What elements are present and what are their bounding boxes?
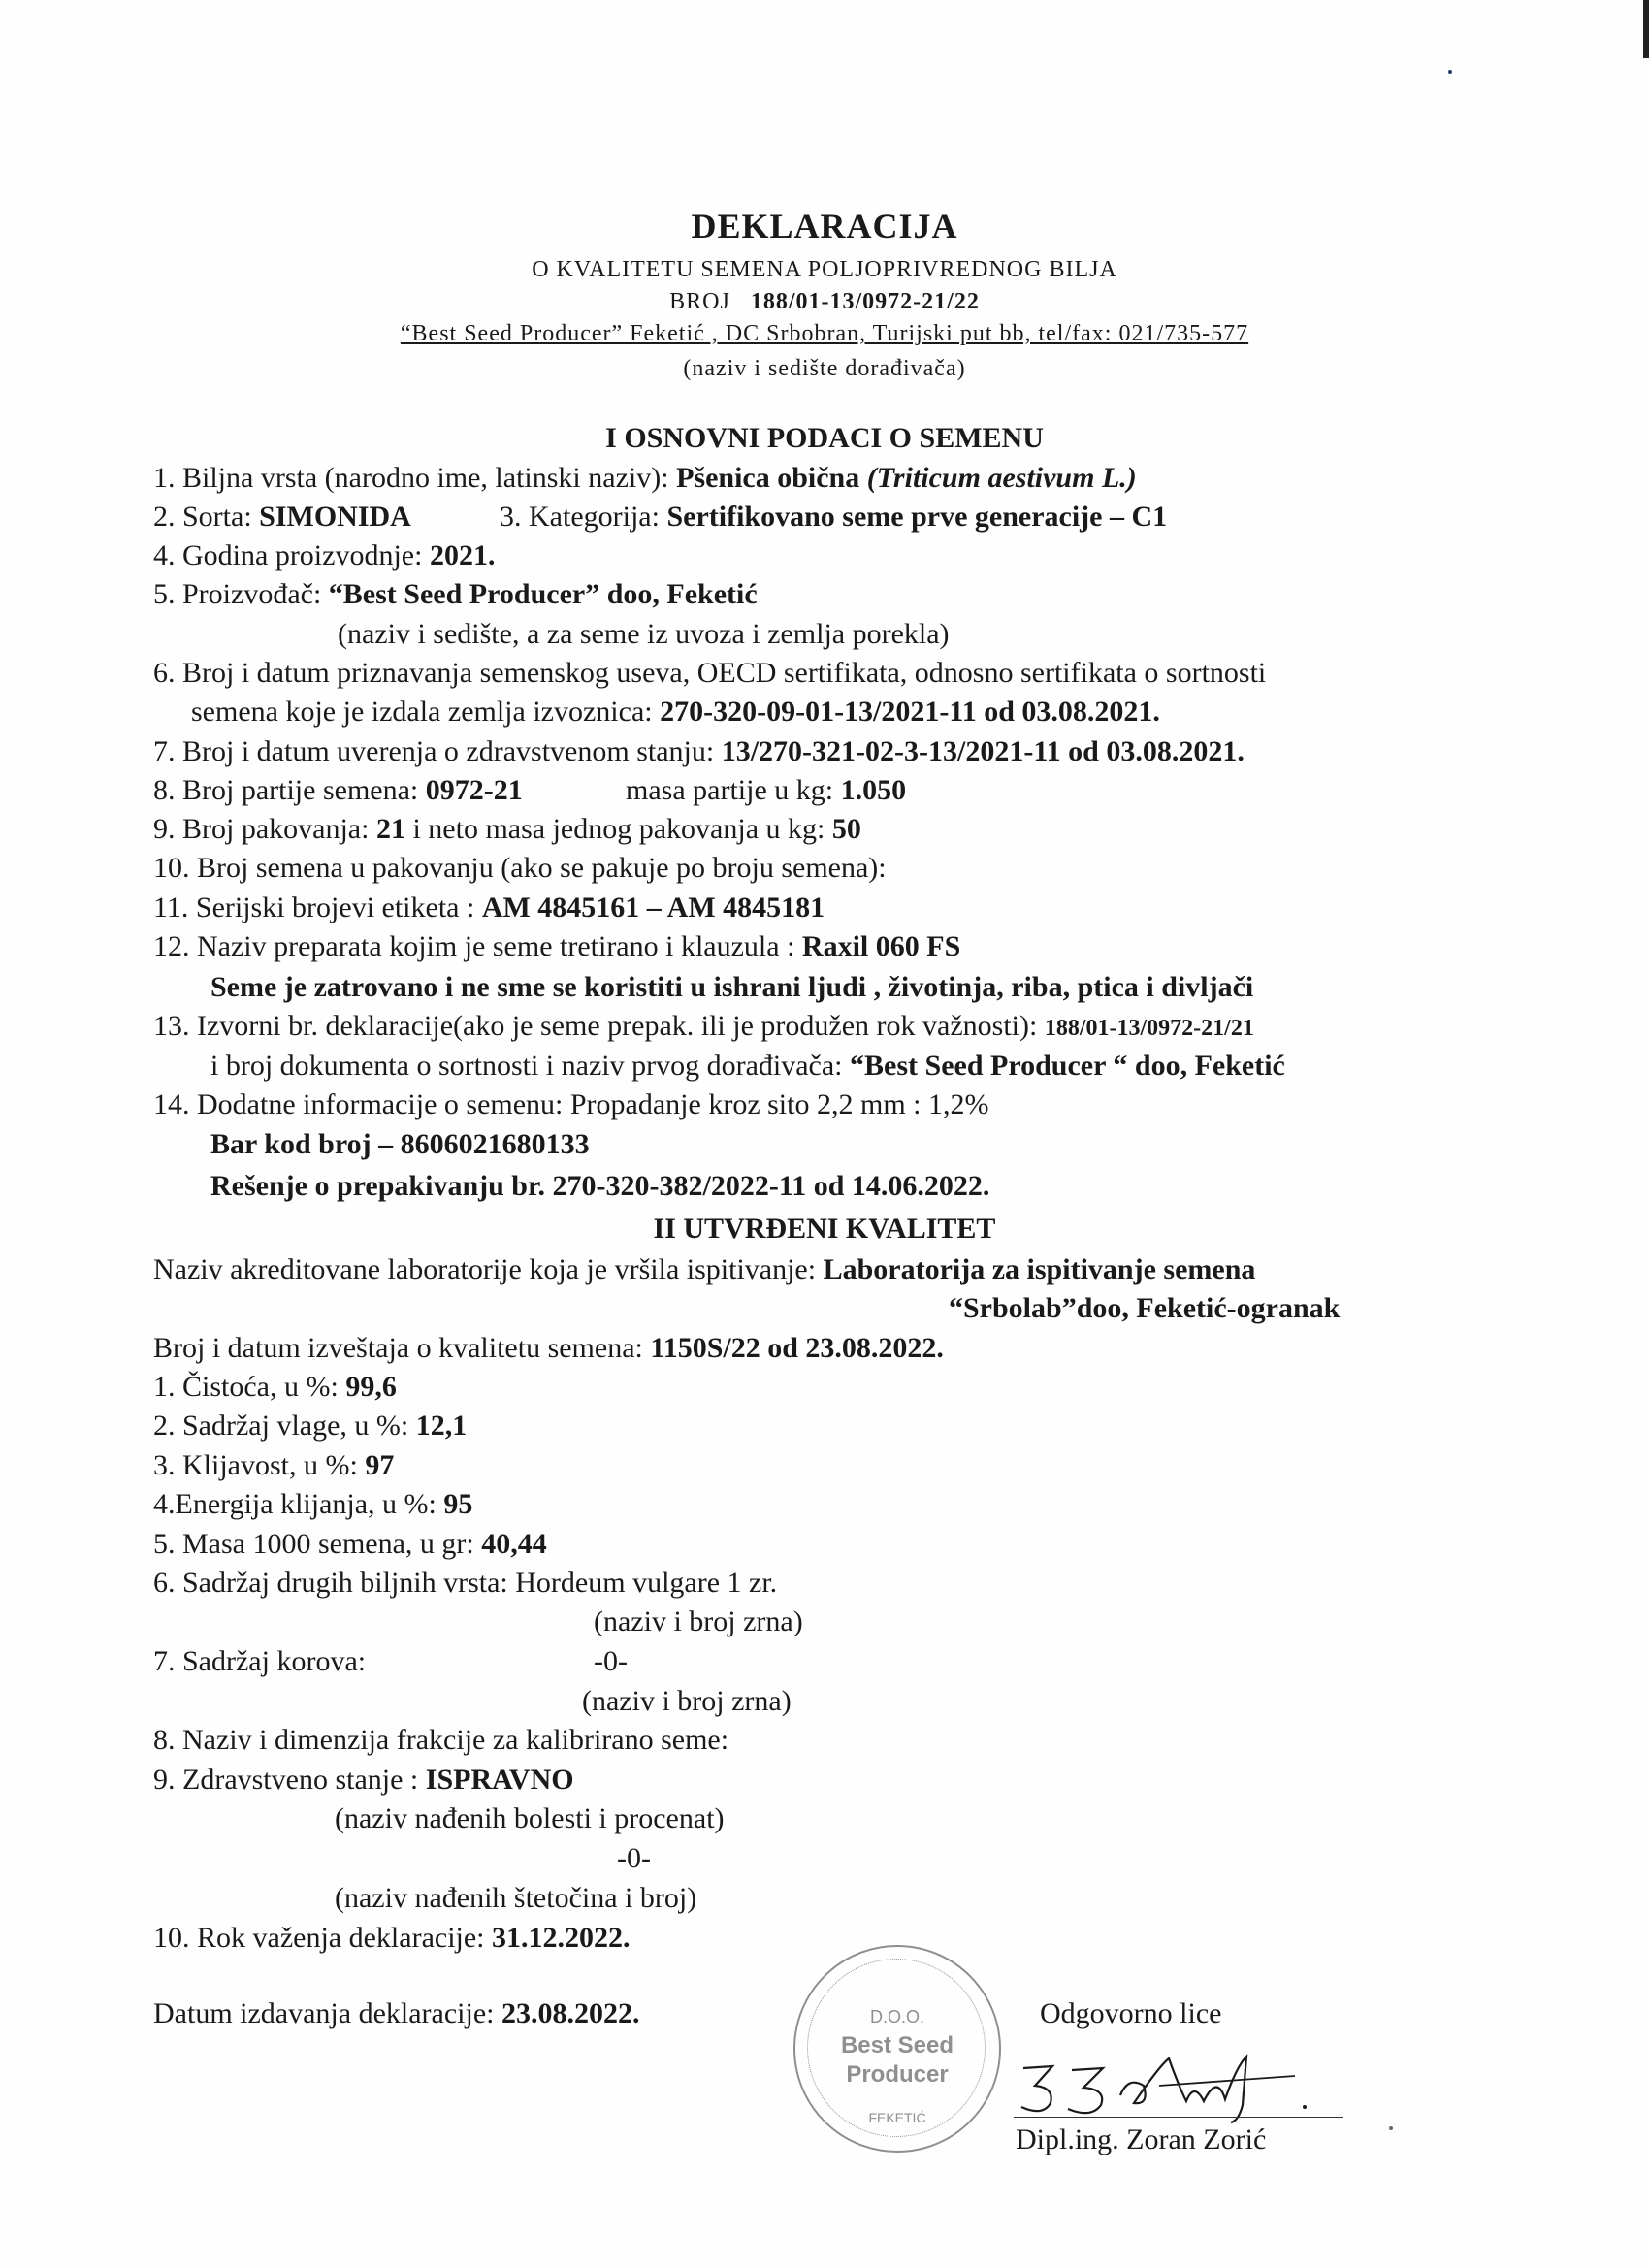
treatment-label: 12. Naziv preparata kojim je seme tretirano i klauzula : — [153, 930, 802, 962]
lot-number-value: 0972-21 — [425, 774, 523, 806]
germination-label: 3. Klijavost, u %: — [153, 1449, 366, 1481]
validity-label: 10. Rok važenja deklaracije: — [153, 1922, 493, 1954]
line-lab — [153, 1252, 1255, 1287]
lab-value-2: “Srbolab”doo, Feketić-ogranak — [949, 1292, 1341, 1324]
stamp-line-3: Producer — [846, 2061, 949, 2088]
scan-edge-mark — [1643, 0, 1649, 58]
producer-value: “Best Seed Producer” doo, Feketić — [328, 578, 758, 610]
health-certificate-value: 13/270-321-02-3-13/2021-11 od 03.08.2021. — [721, 735, 1245, 767]
line-seeds-per-package: 10. Broj semena u pakovanju (ako se pakuje po broju semena): — [153, 852, 887, 884]
line-lot-mass — [626, 773, 906, 808]
line-health-certificate — [153, 734, 1245, 769]
lab-label: Naziv akreditovane laboratorije koja je vršila ispitivanje: — [153, 1253, 824, 1285]
recognition-label: semena koje je izdala zemlja izvoznica: — [191, 696, 661, 728]
line-serial-numbers — [153, 891, 824, 925]
document-number-value: 188/01-13/0972-21/22 — [750, 289, 980, 314]
production-year-value: 2021. — [429, 539, 496, 571]
serial-numbers-label: 11. Serijski brojevi etiketa : — [153, 891, 482, 923]
stamp-line-1: D.O.O. — [869, 2007, 924, 2026]
barcode-text: Bar kod broj – 8606021680133 — [210, 1128, 590, 1160]
issue-date-value: 23.08.2022. — [501, 1997, 640, 2029]
species-value: Pšenica obična — [676, 462, 867, 494]
processor-line: “Best Seed Producer” Feketić , DC Srbobran, Turijski put bb, tel/fax: 021/735-577 — [400, 321, 1249, 346]
pests-note: (naziv nađenih štetočina i broj) — [335, 1882, 697, 1914]
health-status-value: ISPRAVNO — [425, 1764, 574, 1796]
line-recognition-2 — [191, 695, 1160, 729]
treatment-warning — [210, 970, 1253, 1005]
health-status-label: 9. Zdravstveno stanje : — [153, 1764, 426, 1796]
other-species-note: (naziv i broj zrna) — [594, 1605, 803, 1637]
document-number — [0, 284, 1649, 319]
report-label: Broj i datum izveštaja o kvalitetu semena: — [153, 1332, 651, 1364]
lot-number-label: 8. Broj partije semena: — [153, 774, 426, 806]
scan-dot — [1448, 70, 1452, 74]
line-fraction: 8. Naziv i dimenzija frakcije za kalibrirano seme: — [153, 1724, 729, 1756]
stamp-city: FEKETIĆ — [868, 2110, 926, 2125]
line-health-status — [153, 1763, 574, 1798]
line-germination — [153, 1448, 394, 1483]
document-number-label: BROJ — [669, 289, 730, 314]
weeds-note: (naziv i broj zrna) — [582, 1685, 792, 1717]
barcode-line — [210, 1127, 590, 1162]
scan-dot — [1389, 2126, 1393, 2130]
section-2-title: II UTVRĐENI KVALITET — [653, 1213, 996, 1245]
issue-date-label: Datum izdavanja deklaracije: — [153, 1997, 501, 2029]
original-declaration-value: 188/01-13/0972-21/21 — [1044, 1016, 1254, 1041]
weeds-value: -0- — [594, 1645, 628, 1677]
validity-value: 31.12.2022. — [492, 1922, 630, 1954]
section-1-title: I OSNOVNI PODACI O SEMENU — [605, 422, 1044, 454]
line-purity — [153, 1370, 397, 1405]
germination-energy-value: 95 — [443, 1488, 473, 1520]
report-value: 1150S/22 od 23.08.2022. — [650, 1332, 944, 1364]
treatment-value: Raxil 060 FS — [801, 930, 961, 962]
signer-name: Dipl.ing. Zoran Zorić — [1016, 2123, 1267, 2155]
line-first-processor — [210, 1049, 1285, 1084]
signature — [1014, 2047, 1334, 2124]
document-title: DEKLARACIJA — [691, 207, 958, 245]
variety-label: 2. Sorta: — [153, 501, 260, 533]
repack-decision-line — [210, 1169, 989, 1204]
first-processor-label: i broj dokumenta o sortnosti i naziv prvog dorađivača: — [210, 1050, 851, 1082]
germination-energy-label: 4.Energija klijanja, u %: — [153, 1488, 444, 1520]
line-germination-energy — [153, 1487, 472, 1522]
moisture-value: 12,1 — [415, 1409, 468, 1442]
stamp-line-2: Best Seed — [840, 2032, 954, 2058]
line-report — [153, 1331, 944, 1366]
line-thousand-seed-mass — [153, 1527, 547, 1562]
line-production-year — [153, 538, 495, 573]
recognition-value: 270-320-09-01-13/2021-11 od 03.08.2021. — [660, 696, 1160, 728]
packages-label: 9. Broj pakovanja: — [153, 813, 376, 845]
line-additional-info: 14. Dodatne informacije o semenu: Propadanje kroz sito 2,2 mm : 1,2% — [153, 1088, 989, 1120]
line-category — [500, 500, 1167, 535]
line-variety-category — [153, 500, 411, 535]
line-validity — [153, 1921, 630, 1956]
lab-value: Laboratorija za ispitivanje semena — [823, 1253, 1256, 1285]
category-label: 3. Kategorija: — [500, 501, 667, 533]
processor-note: (naziv i sedište dorađivača) — [683, 356, 966, 381]
package-mass-value: 50 — [831, 813, 861, 845]
health-certificate-label: 7. Broj i datum uverenja o zdravstvenom stanju: — [153, 735, 722, 767]
line-producer — [153, 577, 758, 612]
lot-mass-value: 1.050 — [840, 774, 907, 806]
line-other-species: 6. Sadržaj drugih biljnih vrsta: Hordeum vulgare 1 zr. — [153, 1567, 778, 1599]
germination-value: 97 — [365, 1449, 395, 1481]
original-declaration-label: 13. Izvorni br. deklaracije(ako je seme prepak. ili je produžen rok važnosti): — [153, 1010, 1045, 1042]
diseases-note: (naziv nađenih bolesti i procenat) — [335, 1802, 725, 1834]
purity-value: 99,6 — [345, 1371, 397, 1403]
pests-value: -0- — [617, 1842, 651, 1874]
line-treatment — [153, 929, 960, 964]
moisture-label: 2. Sadržaj vlage, u %: — [153, 1409, 416, 1442]
variety-value: SIMONIDA — [259, 501, 411, 533]
category-value: Sertifikovano seme prve generacije – C1 — [666, 501, 1168, 533]
lab-value-line-2 — [949, 1291, 1340, 1326]
line-weeds: 7. Sadržaj korova: — [153, 1645, 367, 1677]
producer-note: (naziv i sedište, a za seme iz uvoza i zemlja porekla) — [338, 618, 950, 650]
company-stamp — [793, 1945, 1001, 2153]
treatment-warning-text: Seme je zatrovano i ne sme se koristiti u ishrani ljudi , životinja, riba, ptica i divljači — [210, 971, 1254, 1003]
first-processor-value: “Best Seed Producer “ doo, Feketić — [850, 1050, 1285, 1082]
purity-label: 1. Čistoća, u %: — [153, 1371, 346, 1403]
line-packages — [153, 812, 861, 847]
thousand-seed-mass-label: 5. Masa 1000 semena, u gr: — [153, 1528, 482, 1560]
line-species — [153, 461, 1137, 496]
repack-decision-text: Rešenje o prepakivanju br. 270-320-382/2022-11 od 14.06.2022. — [210, 1170, 990, 1202]
line-recognition: 6. Broj i datum priznavanja semenskog useva, OECD sertifikata, odnosno sertifikata o sortnosti — [153, 657, 1267, 689]
thousand-seed-mass-value: 40,44 — [481, 1528, 547, 1560]
package-mass-label: i neto masa jednog pakovanja u kg: — [404, 813, 832, 845]
line-original-declaration — [153, 1009, 1254, 1046]
line-lot-number — [153, 773, 523, 808]
serial-numbers-value: AM 4845161 – AM 4845181 — [481, 891, 825, 923]
signature-line — [1014, 2117, 1343, 2118]
production-year-label: 4. Godina proizvodnje: — [153, 539, 430, 571]
packages-value: 21 — [375, 813, 405, 845]
line-moisture — [153, 1409, 467, 1443]
producer-label: 5. Proizvođač: — [153, 578, 329, 610]
species-label: 1. Biljna vrsta (narodno ime, latinski naziv): — [153, 462, 677, 494]
species-latin: (Triticum aestivum L.) — [866, 462, 1137, 494]
lot-mass-label: masa partije u kg: — [626, 774, 841, 806]
responsible-person-label: Odgovorno lice — [1040, 1997, 1222, 2029]
line-issue-date — [153, 1996, 640, 2031]
document-subtitle: O KVALITETU SEMENA POLJOPRIVREDNOG BILJA — [532, 257, 1117, 282]
